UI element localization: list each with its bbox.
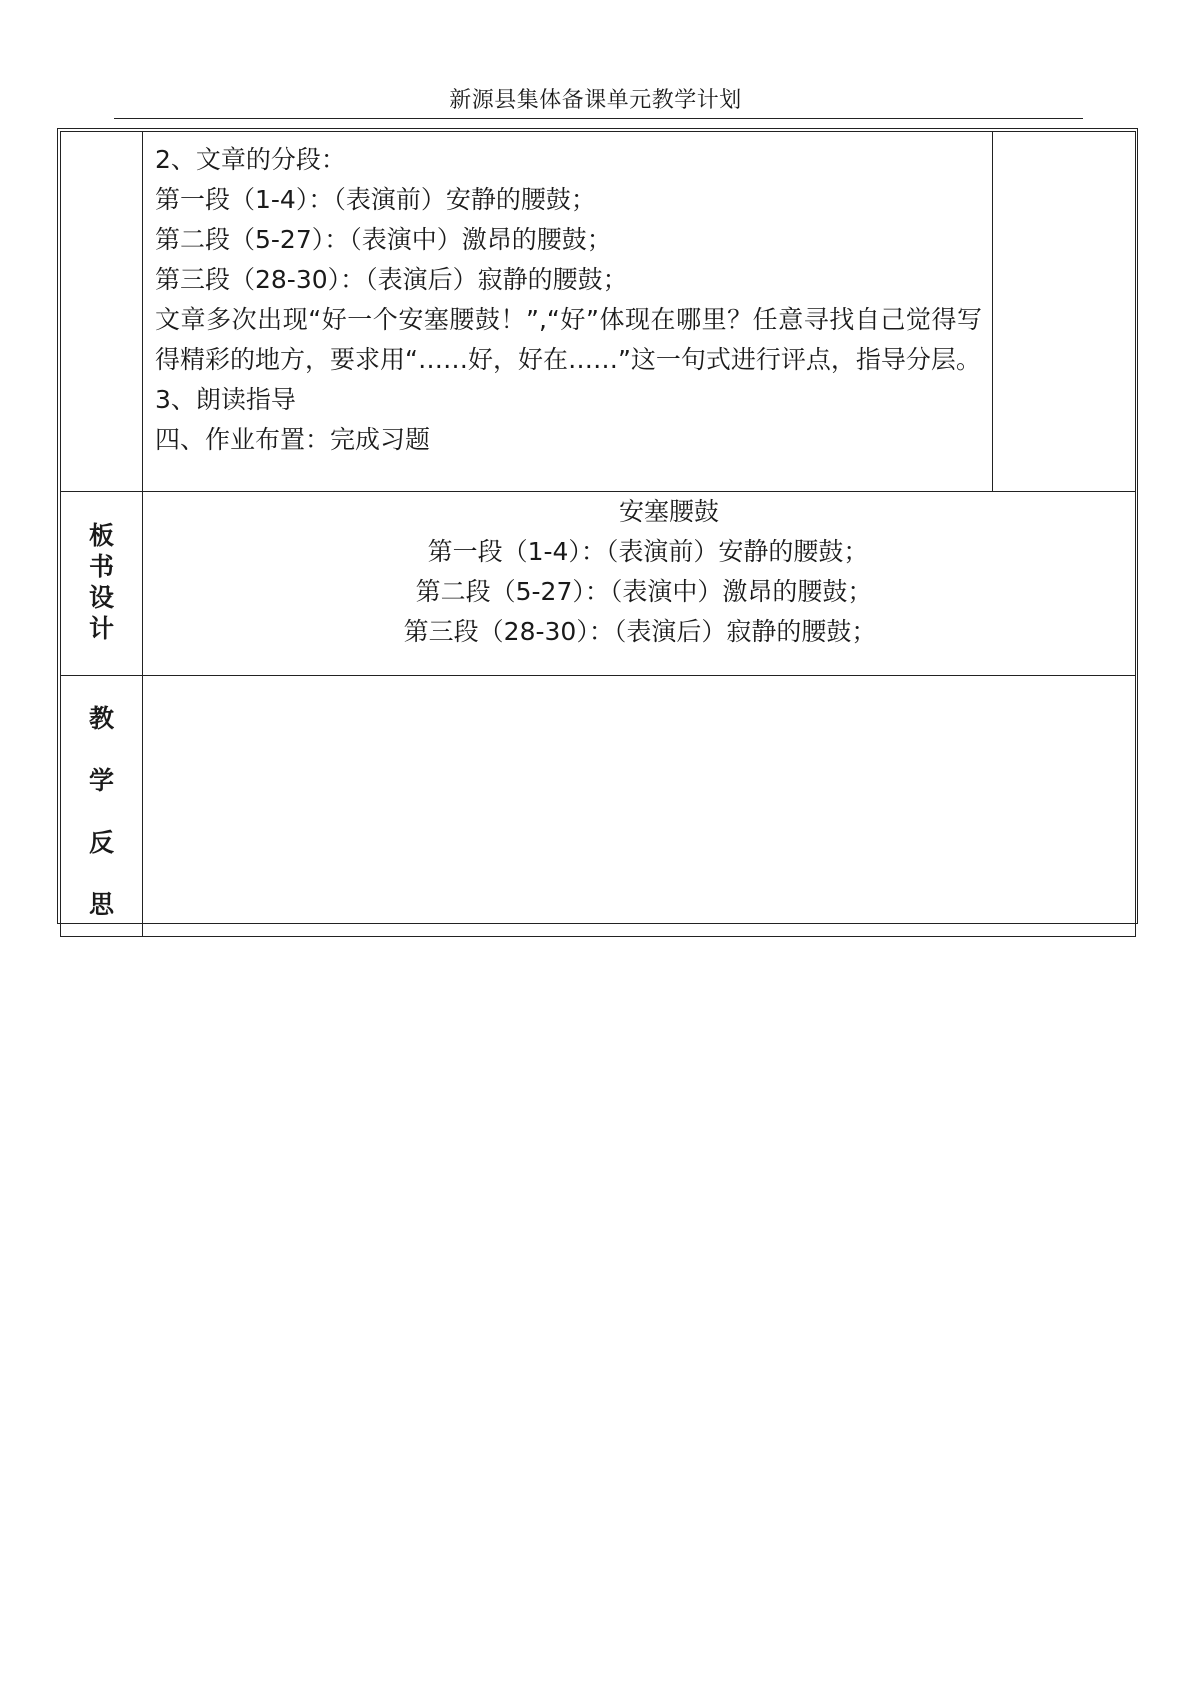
board-line: 第三段（28-30）：（表演后）寂静的腰鼓； — [403, 617, 877, 646]
board-title: 安塞腰鼓 — [618, 497, 719, 526]
lesson-line: 四、作业布置：完成习题 — [155, 425, 431, 454]
lesson-line: 第三段（28-30）：（表演后）寂静的腰鼓； — [155, 265, 628, 294]
label-char: 学 — [88, 766, 114, 795]
table-row-reflection — [61, 676, 1136, 937]
header-divider — [114, 118, 1083, 119]
reflection-content — [143, 676, 1136, 937]
lesson-line: 第一段（1-4）：（表演前）安静的腰鼓； — [155, 185, 596, 214]
label-char: 板 — [88, 521, 114, 550]
label-char: 书 — [88, 552, 114, 581]
label-char: 计 — [88, 614, 114, 643]
label-char: 反 — [88, 828, 114, 857]
label-char: 教 — [88, 704, 114, 733]
board-line: 第一段（1-4）：（表演前）安静的腰鼓； — [427, 537, 869, 566]
label-char: 设 — [88, 583, 114, 612]
board-line: 第二段（5-27）：（表演中）激昂的腰鼓； — [415, 577, 873, 606]
lesson-line: 2、文章的分段： — [155, 145, 346, 174]
label-cell-empty — [61, 132, 143, 492]
lesson-paragraph: 文章多次出现“好一个安塞腰鼓！”,“好”体现在哪里？任意寻找自己觉得写得精彩的地方，要求用“……好，好在……”这一句式进行评点，指导分层。 — [155, 305, 982, 374]
label-char: 思 — [88, 890, 114, 919]
board-design-content — [143, 492, 1136, 676]
lesson-plan-table — [60, 131, 1136, 937]
table-row-lesson-content — [61, 132, 1136, 492]
table-row-board-design — [61, 492, 1136, 676]
lesson-line: 3、朗读指导 — [155, 385, 296, 414]
page-title: 新源县集体备课单元教学计划 — [449, 88, 742, 113]
lesson-content-cell — [143, 132, 993, 492]
notes-cell — [993, 132, 1136, 492]
board-design-label — [61, 492, 143, 676]
reflection-label — [61, 676, 143, 937]
lesson-line: 第二段（5-27）：（表演中）激昂的腰鼓； — [155, 225, 612, 254]
